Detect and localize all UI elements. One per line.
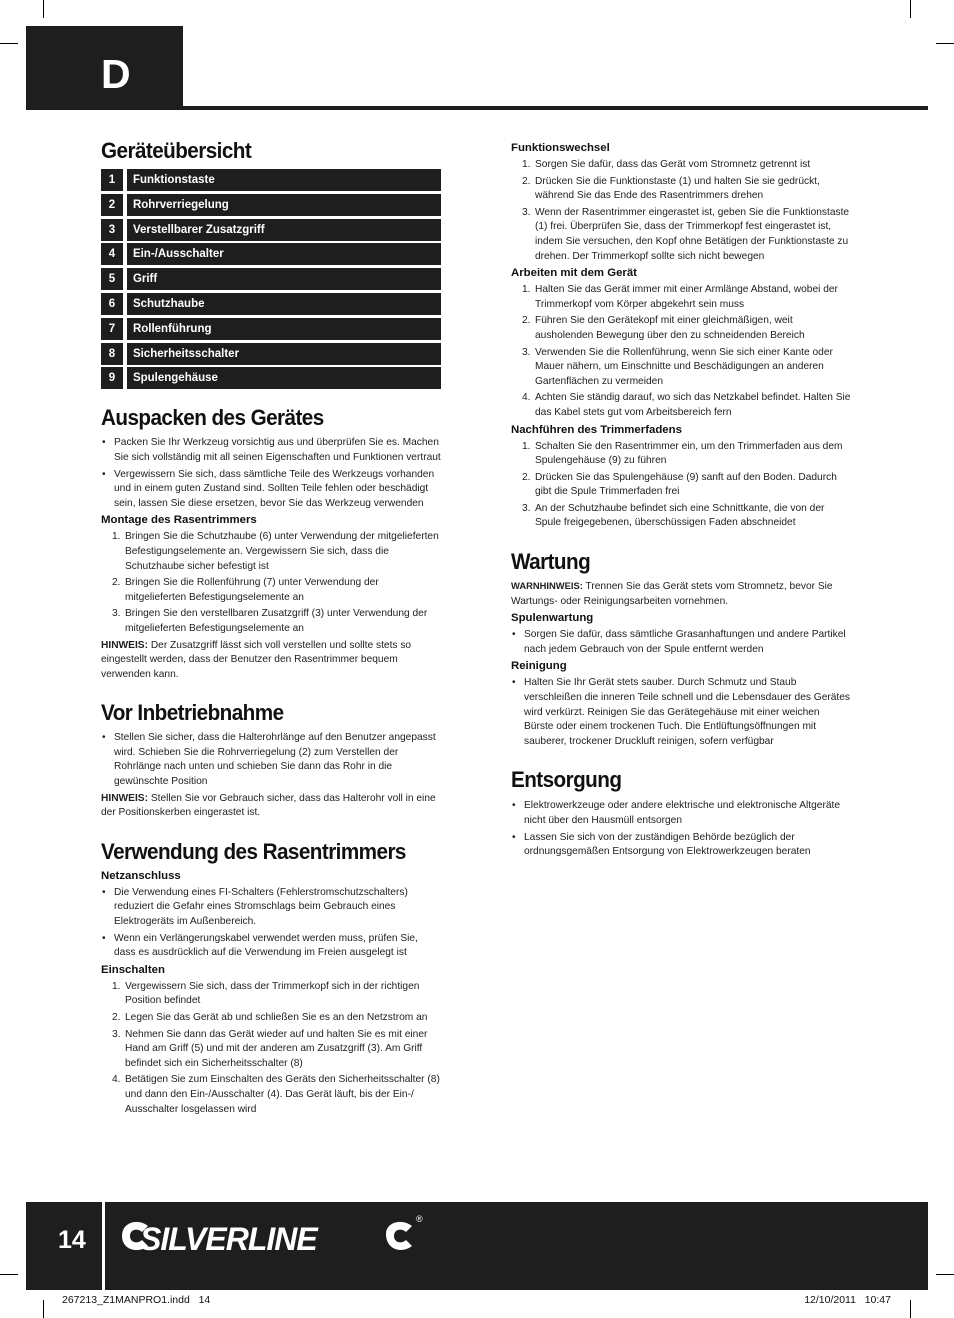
feed-steps	[511, 440, 851, 532]
spool-list	[511, 628, 851, 657]
note-text: Der Zusatzgriff lässt sich voll verstellen und sollte stets so eingestellt werden, dass der Benutzer den Rasentrimmer bequem verwenden kann.	[101, 639, 412, 680]
step-number: 2.	[112, 1012, 121, 1023]
part-label: Sicherheitsschalter	[127, 343, 441, 365]
part-label: Schutzhaube	[127, 293, 441, 315]
before-use-note	[101, 792, 441, 821]
crop-mark	[0, 1274, 18, 1275]
working-steps	[511, 283, 851, 420]
item-text: Die Verwendung eines FI-Schalters (Fehlerstromschutzschalters) reduziert die Gefahr eines Stromschlags beim Gebrauch eines Elektrogeräts im Außenbereich.	[114, 886, 408, 928]
disposal-title: Entsorgung	[511, 767, 622, 793]
crop-mark	[43, 0, 44, 18]
step-item	[511, 502, 851, 531]
step-item	[511, 391, 851, 420]
crop-mark	[910, 0, 911, 18]
step-number: 1.	[522, 159, 531, 170]
bullet-item	[101, 886, 441, 930]
left-column	[101, 140, 441, 1119]
part-label: Funktionstaste	[127, 169, 441, 191]
step-number: 2.	[522, 175, 531, 187]
spool-heading: Spulenwartung	[511, 612, 594, 625]
bullet-item	[511, 628, 851, 657]
step-item	[511, 346, 851, 390]
item-text: Packen Sie Ihr Werkzeug vorsichtig aus und überprüfen Sie es. Machen Sie sich vollständig mit all seinen Eigenschaften und Funktionen vertraut	[114, 437, 441, 463]
part-number: 8	[101, 343, 123, 365]
before-use-list	[101, 731, 441, 789]
part-number: 2	[101, 194, 123, 216]
crop-mark	[910, 1300, 911, 1318]
item-text: Legen Sie das Gerät ab und schließen Sie es an den Netzstrom an	[125, 1012, 428, 1023]
registered-mark: ®	[416, 1214, 423, 1224]
part-number: 9	[101, 367, 123, 389]
note-text: Stellen Sie vor Gebrauch sicher, dass das Halterohr voll in eine der Positionskerben eingerastet ist.	[101, 792, 436, 819]
step-item	[101, 980, 441, 1009]
part-row	[101, 343, 441, 365]
brand-wordmark: SILVERLINE	[140, 1221, 317, 1257]
part-number: 3	[101, 219, 123, 241]
bullet-item	[511, 676, 851, 749]
step-item	[511, 314, 851, 343]
item-text: Vergewissern Sie sich, dass sämtliche Teile des Werkzeugs vorhanden und in einem guten Zustand sind. Sollten Teile fehlen oder beschädigt sein, lassen Sie diese ersetzen, bevor Sie das Werkzeug verwenden	[114, 468, 435, 509]
part-number: 5	[101, 268, 123, 290]
step-number: 3.	[522, 502, 531, 514]
cleaning-list	[511, 676, 851, 749]
cleaning-heading: Reinigung	[511, 660, 567, 673]
maintenance-title: Wartung	[511, 549, 591, 575]
item-text: Verwenden Sie die Rollenführung, wenn Sie sich einer Kante oder Mauer nähern, um Einschnitte und Beschädigungen an anderen Gartenflächen zu vermeiden	[535, 346, 833, 387]
step-number: 3.	[112, 608, 121, 620]
step-number: 3.	[112, 1028, 121, 1040]
item-text: Vergewissern Sie sich, dass der Trimmerkopf sich in der richtigen Position befindet	[125, 980, 420, 1007]
bullet-item	[101, 932, 441, 961]
bullet-item	[101, 468, 441, 512]
assembly-steps	[101, 530, 441, 636]
crop-mark	[936, 43, 954, 44]
power-heading: Netzanschluss	[101, 869, 181, 882]
part-number: 7	[101, 318, 123, 340]
crop-mark	[0, 43, 18, 44]
warning-label: WARNHINWEIS:	[511, 580, 583, 592]
step-number: 4.	[522, 392, 531, 404]
part-label: Rohrverriegelung	[127, 194, 441, 216]
assembly-heading: Montage des Rasentrimmers	[101, 514, 257, 527]
function-change-steps	[511, 158, 851, 264]
footer-divider	[102, 1202, 105, 1290]
step-number: 4.	[112, 1074, 121, 1086]
item-text: An der Schutzhaube befindet sich eine Schnittkante, die von der Spule freigegebenen, überschüssigen Faden abschneidet	[535, 502, 825, 529]
right-column	[511, 141, 851, 862]
part-number: 1	[101, 169, 123, 191]
part-label: Griff	[127, 268, 441, 290]
bullet-item	[511, 799, 851, 828]
part-row	[101, 194, 441, 216]
step-item	[511, 440, 851, 469]
item-text: Bringen Sie die Schutzhaube (6) unter Verwendung der mitgelieferten Befestigungselemente an. Vergewissern Sie sich, dass die Schutzhaube sicher befestigt ist	[125, 531, 439, 572]
page-number: 14	[58, 1226, 86, 1254]
header-rule	[183, 106, 928, 110]
part-row	[101, 367, 441, 389]
item-text: Drücken Sie die Funktionstaste (1) und halten Sie sie gedrückt, während Sie das Ende des Rasentrimmers drehen	[535, 175, 820, 202]
step-number: 1.	[112, 980, 121, 992]
part-row	[101, 243, 441, 265]
item-text: Bringen Sie den verstellbaren Zusatzgriff (3) unter Verwendung der mitgelieferten Befestigungselemente an	[125, 608, 428, 634]
before-use-title: Vor Inbetriebnahme	[101, 700, 284, 726]
step-item	[511, 158, 851, 173]
usage-title: Verwendung des Rasentrimmers	[101, 838, 406, 864]
step-number: 1.	[522, 284, 531, 296]
step-item	[101, 530, 441, 574]
item-text: Lassen Sie sich von der zuständigen Behörde bezüglich der ordnungsgemäßen Entsorgung von Elektrowerkzeugen beraten	[524, 831, 811, 858]
item-text: Halten Sie das Gerät immer mit einer Armlänge Abstand, wobei der Trimmerkopf vom Körper abgekehrt sein muss	[535, 284, 838, 310]
function-change-heading: Funktionswechsel	[511, 142, 610, 154]
item-text: Betätigen Sie zum Einschalten des Geräts den Sicherheitsschalter (8) und dann den Ein-/Ausschalter (4). Das Gerät läuft, bis der Ein-/ Ausschalter losgelassen wird	[125, 1074, 440, 1115]
part-row	[101, 169, 441, 191]
step-item	[101, 1028, 441, 1072]
step-item	[101, 1011, 441, 1026]
unpacking-title: Auspacken des Gerätes	[101, 405, 324, 431]
item-text: Achten Sie ständig darauf, wo sich das Netzkabel befindet. Halten Sie das Kabel stets gut vom Arbeitsbereich fern	[535, 392, 851, 418]
part-number: 4	[101, 243, 123, 265]
part-row	[101, 318, 441, 340]
note-label: HINWEIS:	[101, 639, 148, 651]
step-number: 2.	[522, 471, 531, 483]
step-item	[101, 1073, 441, 1117]
item-text: Stellen Sie sicher, dass die Halterohrlänge auf den Benutzer angepasst wird. Schieben Sie die Rohrverriegelung (2) zum Verstellen der Rohrlänge nach unten und schieben Sie dann das Rohr in die gewünschte Position	[114, 732, 436, 788]
overview-title: Geräteübersicht	[101, 138, 252, 163]
item-text: Elektrowerkzeuge oder andere elektrische und elektronische Altgeräte nicht über den Hausmüll entsorgen	[524, 800, 840, 826]
step-number: 3.	[522, 346, 531, 358]
feed-heading: Nachführen des Trimmerfadens	[511, 423, 682, 436]
note-label: HINWEIS:	[101, 792, 148, 804]
crop-mark	[43, 1300, 44, 1318]
language-letter: D	[101, 51, 131, 97]
part-label: Spulengehäuse	[127, 367, 441, 389]
step-item	[101, 576, 441, 605]
step-number: 1.	[522, 440, 531, 452]
item-text: Nehmen Sie dann das Gerät wieder auf und halten Sie es mit einer Hand am Griff (5) und mit der anderen am Zusatzgriff (3). Am Griff befindet sich ein Sicherheitsschalter (8)	[125, 1028, 428, 1069]
item-text: Halten Sie Ihr Gerät stets sauber. Durch Schmutz und Staub verschleißen die inneren Teile schnell und die Lebensdauer des Gerätes wird verkürzt. Reinigen Sie das Gerätegehäuse mit einer weichen Bürste oder einem trockenen Tuch. Die Entlüftungsöffnungen mit sauberer, trockener Druckluft reinigen, sofern verfügbar	[524, 677, 851, 747]
step-item	[511, 471, 851, 500]
part-row	[101, 293, 441, 315]
assembly-note	[101, 639, 441, 683]
step-item	[511, 206, 851, 264]
part-number: 6	[101, 293, 123, 315]
item-text: Führen Sie den Gerätekopf mit einer gleichmäßigen, weit ausholenden Bewegung über den zu schneidenden Bereich	[535, 315, 805, 341]
step-number: 1.	[112, 531, 121, 543]
item-text: Drücken Sie das Spulengehäuse (9) sanft auf den Boden. Dadurch gibt die Spule Trimmerfaden frei	[535, 471, 837, 498]
part-row	[101, 268, 441, 290]
step-number: 2.	[522, 315, 531, 327]
part-label: Verstellbarer Zusatzgriff	[127, 219, 441, 241]
part-row	[101, 219, 441, 241]
maintenance-warning	[511, 579, 851, 609]
step-item	[101, 607, 441, 636]
bullet-item	[511, 831, 851, 860]
disposal-list	[511, 799, 851, 859]
unpacking-list	[101, 436, 441, 511]
step-number: 2.	[112, 577, 121, 589]
bullet-item	[101, 436, 441, 465]
working-heading: Arbeiten mit dem Gerät	[511, 267, 637, 280]
step-number: 3.	[522, 206, 531, 218]
item-text: Schalten Sie den Rasentrimmer ein, um den Trimmerfaden aus dem Spulengehäuse (9) zu führen	[535, 440, 843, 467]
power-list	[101, 886, 441, 961]
silverline-logo	[118, 1212, 428, 1264]
warning-text: Trennen Sie das Gerät stets vom Stromnetz, bevor Sie Wartungs- oder Reinigungsarbeiten vornehmen.	[511, 581, 833, 607]
item-text: Sorgen Sie dafür, dass das Gerät vom Stromnetz getrennt ist	[535, 159, 811, 170]
switch-on-heading: Einschalten	[101, 963, 165, 976]
step-item	[511, 175, 851, 204]
item-text: Wenn ein Verlängerungskabel verwendet werden muss, prüfen Sie, dass es ausdrücklich auf die Verwendung im Freien ausgelegt ist	[114, 932, 418, 959]
part-label: Rollenführung	[127, 318, 441, 340]
item-text: Sorgen Sie dafür, dass sämtliche Grasanhaftungen und andere Partikel nach jedem Gebrauch von der Spule entfernt werden	[524, 629, 846, 655]
item-text: Bringen Sie die Rollenführung (7) unter Verwendung der mitgelieferten Befestigungselemente an	[125, 577, 379, 603]
parts-list	[101, 169, 441, 389]
item-text: Wenn der Rasentrimmer eingerastet ist, geben Sie die Funktionstaste (1) frei. Überprüfen Sie, dass der Trimmerkopf fest eingerastet ist, indem Sie versuchen, den Kopf ohne Betätigen der Funktionstaste zu drehen. Der Trimmerkopf sollte sich nicht bewegen	[535, 206, 850, 262]
print-file-info: 267213_Z1MANPRO1.indd 14	[62, 1294, 211, 1306]
part-label: Ein-/Ausschalter	[127, 243, 441, 265]
crop-mark	[936, 1274, 954, 1275]
step-item	[511, 283, 851, 312]
bullet-item	[101, 731, 441, 789]
print-date-info: 12/10/2011 10:47	[804, 1294, 891, 1306]
switch-on-steps	[101, 980, 441, 1117]
